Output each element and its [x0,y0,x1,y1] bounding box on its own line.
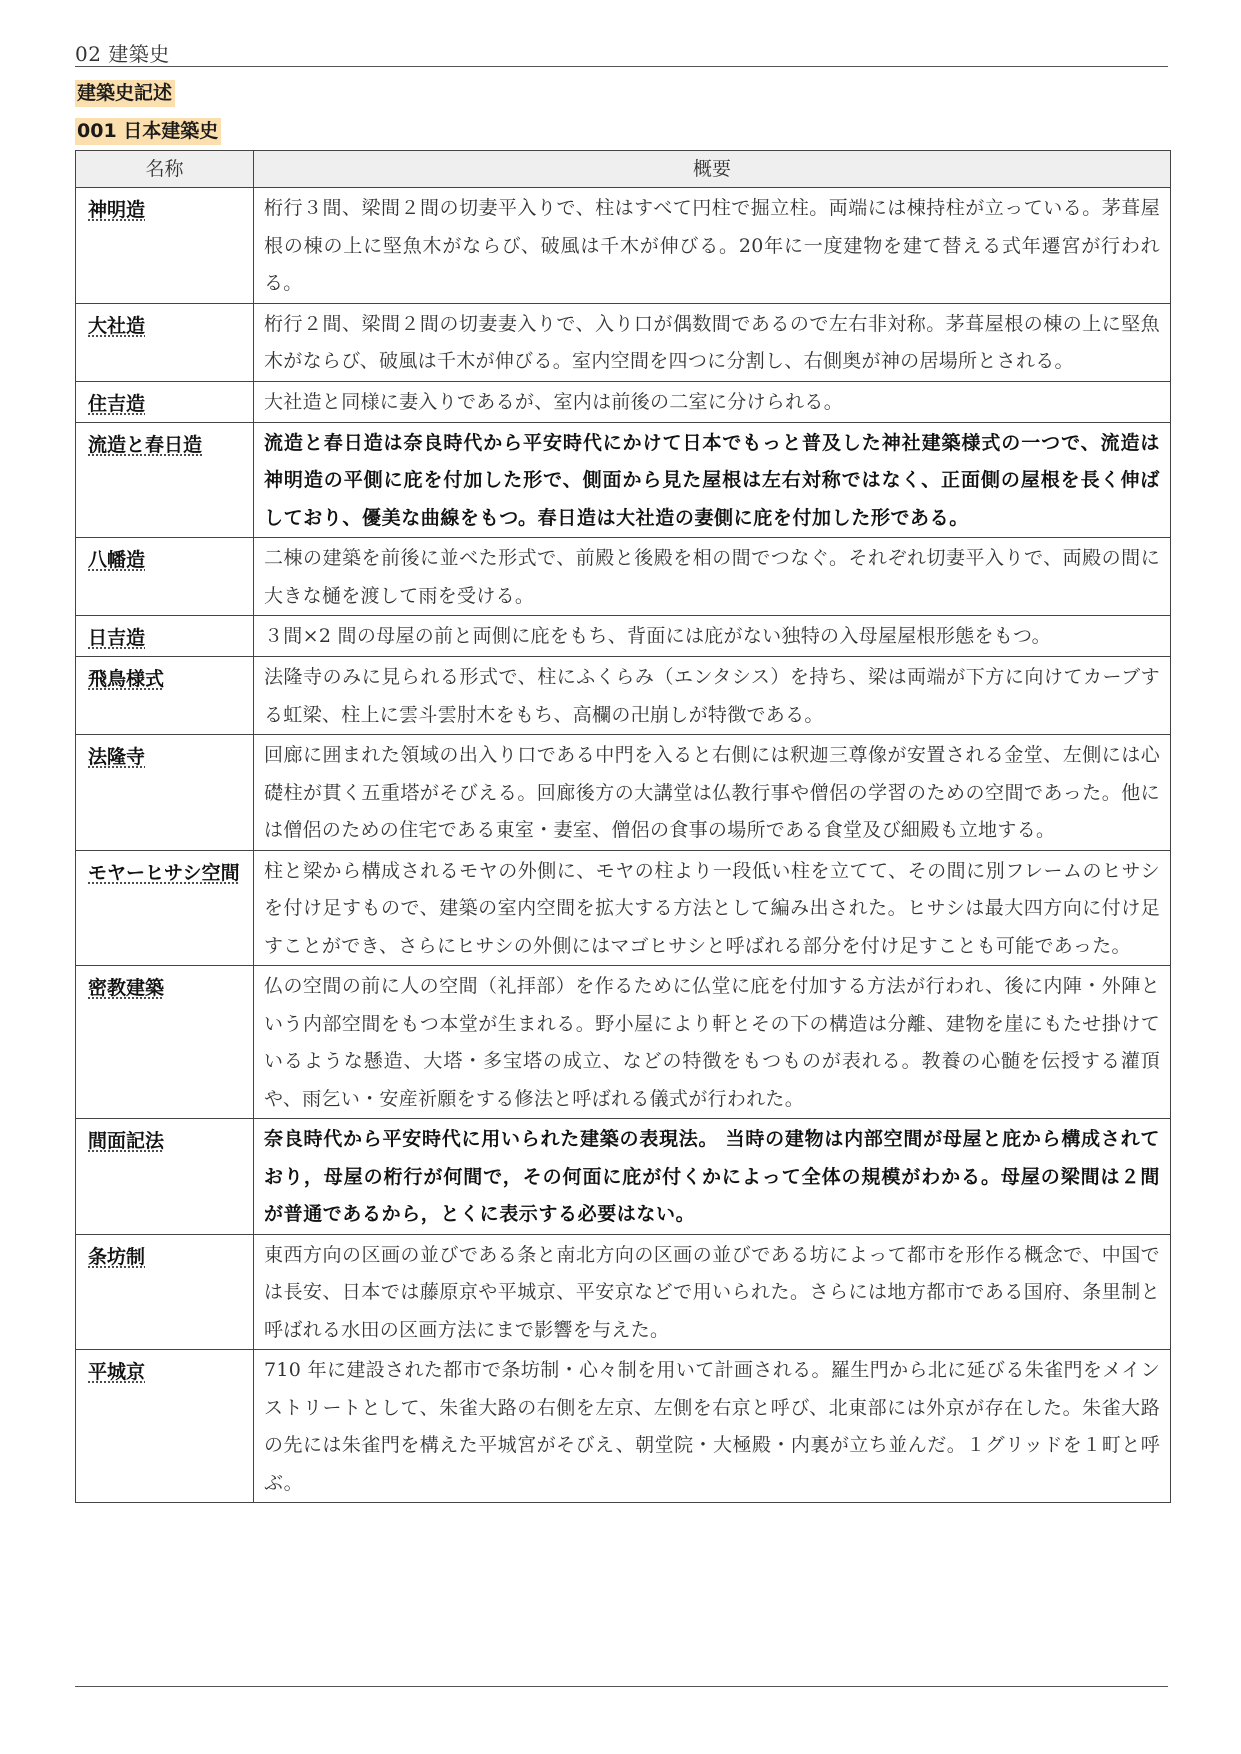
term-name-cell [76,616,254,657]
term-name-link[interactable]: 八幡造 [88,549,146,571]
table-row [76,1350,1171,1503]
term-name-cell [76,303,254,381]
term-name-link[interactable]: 日吉造 [88,627,146,649]
term-summary: 二棟の建築を前後に並べた形式で、前殿と後殿を相の間でつなぐ。それぞれ切妻平入りで、両殿の間に大きな樋を渡して雨を受ける。 [254,538,1171,616]
term-name-link[interactable]: 大社造 [88,314,146,337]
term-name-cell [76,850,254,966]
table-row [76,657,1171,735]
sub-heading: 001 日本建築史 [75,118,221,145]
table-row [76,966,1171,1119]
table-row [76,188,1171,304]
term-name-cell [76,538,254,616]
term-name-cell [76,735,254,851]
term-name-cell [76,966,254,1119]
term-name-cell [76,381,254,422]
term-summary: 桁行２間、梁間２間の切妻妻入りで、入り口が偶数間であるので左右非対称。茅葺屋根の棟の上に堅魚木がならび、破風は千木が伸びる。室内空間を四つに分割し、右側奥が神の居場所とされる。 [254,303,1171,381]
term-name-link[interactable]: 神明造 [88,199,146,221]
term-summary: 回廊に囲まれた領域の出入り口である中門を入ると右側には釈迦三尊像が安置される金堂、左側には心礎柱が貫く五重塔がそびえる。回廊後方の大講堂は仏教行事や僧侶の学習のための空間であった。他には僧侶のための住宅である東室・妻室、僧侶の食事の場所である食堂及び細殿も立地する。 [254,735,1171,851]
column-header-name: 名称 [76,151,254,188]
term-name-link[interactable]: 法隆寺 [88,746,146,768]
term-summary: 桁行３間、梁間２間の切妻平入りで、柱はすべて円柱で掘立柱。両端には棟持柱が立っている。茅葺屋根の棟の上に堅魚木がならび、破風は千木が伸びる。20年に一度建物を建て替える式年遷宮が行われる。 [254,188,1171,304]
table-row [76,850,1171,966]
section-heading: 建築史記述 [75,80,175,107]
term-summary: 流造と春日造は奈良時代から平安時代にかけて日本でもっと普及した神社建築様式の一つで、流造は神明造の平側に庇を付加した形で、側面から見た屋根は左右対称ではなく、正面側の屋根を長く伸ばしており、優美な曲線をもつ。春日造は大社造の妻側に庇を付加した形である。 [254,422,1171,538]
term-name-cell [76,657,254,735]
table-row [76,735,1171,851]
term-name-cell [76,422,254,538]
table-body [76,188,1171,1503]
table-row [76,616,1171,657]
term-name-link[interactable]: モヤーヒサシ空間 [88,861,240,884]
term-summary: 710 年に建設された都市で条坊制・心々制を用いて計画される。羅生門から北に延びる朱雀門をメインストリートとして、朱雀大路の右側を左京、左側を右京と呼び、北東部には外京が存在した。朱雀大路の先には朱雀門を構えた平城宮がそびえ、朝堂院・大極殿・内裏が立ち並んだ。１グリッドを１町と呼ぶ。 [254,1350,1171,1503]
table-row [76,422,1171,538]
term-name-cell [76,1350,254,1503]
term-name-link[interactable]: 間面記法 [88,1130,165,1152]
term-summary: 大社造と同様に妻入りであるが、室内は前後の二室に分けられる。 [254,381,1171,422]
term-summary: 法隆寺のみに見られる形式で、柱にふくらみ（エンタシス）を持ち、梁は両端が下方に向けてカーブする虹梁、柱上に雲斗雲肘木をもち、高欄の卍崩しが特徴である。 [254,657,1171,735]
table-header-row [76,151,1171,188]
term-name-cell [76,1234,254,1350]
table-row [76,1234,1171,1350]
term-summary: ３間×2 間の母屋の前と両側に庇をもち、背面には庇がない独特の入母屋屋根形態をもつ。 [254,616,1171,657]
table-row [76,538,1171,616]
running-head: 02 建築史 [75,42,170,66]
term-name-link[interactable]: 飛鳥様式 [88,668,165,690]
term-name-link[interactable]: 住吉造 [88,392,146,415]
term-summary: 柱と梁から構成されるモヤの外側に、モヤの柱より一段低い柱を立てて、その間に別フレームのヒサシを付け足すもので、建築の室内空間を拡大する方法として編み出された。ヒサシは最大四方向に付け足すことができ、さらにヒサシの外側にはマゴヒサシと呼ばれる部分を付け足すことも可能であった。 [254,850,1171,966]
column-header-summary: 概要 [254,151,1171,188]
footer-rule [75,1686,1168,1687]
term-name-link[interactable]: 流造と春日造 [88,433,203,456]
term-summary: 東西方向の区画の並びである条と南北方向の区画の並びである坊によって都市を形作る概念で、中国では長安、日本では藤原京や平城京、平安京などで用いられた。さらには地方都市である国府、条里制と呼ばれる水田の区画方法にまで影響を与えた。 [254,1234,1171,1350]
term-name-cell [76,1119,254,1235]
term-name-link[interactable]: 密教建築 [88,977,165,999]
term-name-cell [76,188,254,304]
term-name-link[interactable]: 平城京 [88,1361,146,1383]
term-summary: 奈良時代から平安時代に用いられた建築の表現法。 当時の建物は内部空間が母屋と庇から構成されており，母屋の桁行が何間で，その何面に庇が付くかによって全体の規模がわかる。母屋の梁間は２間が普通であるから，とくに表示する必要はない。 [254,1119,1171,1235]
terms-table [75,150,1171,1503]
term-summary: 仏の空間の前に人の空間（礼拝部）を作るために仏堂に庇を付加する方法が行われ、後に内陣・外陣という内部空間をもつ本堂が生まれる。野小屋により軒とその下の構造は分離、建物を崖にもたせ掛けているような懸造、大塔・多宝塔の成立、などの特徴をもつものが表れる。教養の心髄を伝授する灌頂や、雨乞い・安産祈願をする修法と呼ばれる儀式が行われた。 [254,966,1171,1119]
table-row [76,381,1171,422]
table-row [76,1119,1171,1235]
table-row [76,303,1171,381]
header-rule [75,66,1168,67]
term-name-link[interactable]: 条坊制 [88,1245,146,1268]
